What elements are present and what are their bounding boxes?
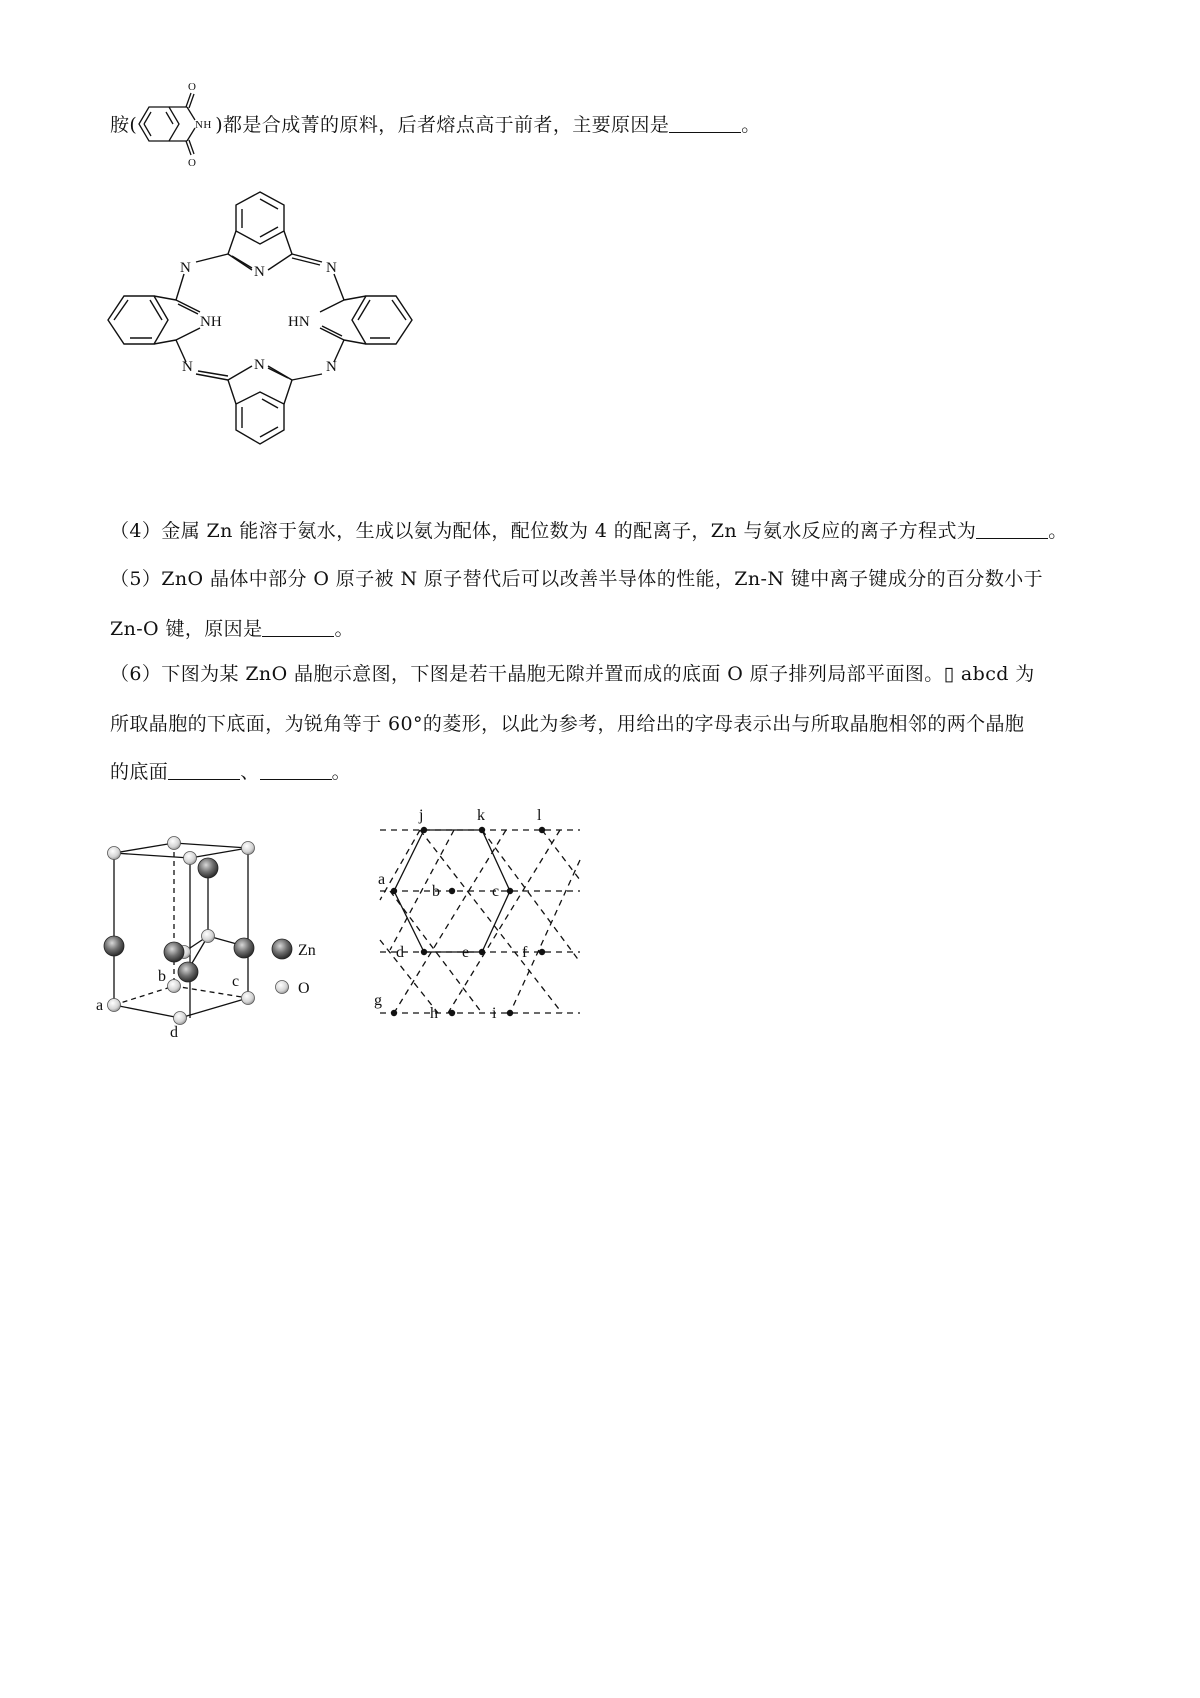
- legend-zn-label: Zn: [298, 942, 316, 959]
- q3-text: )都是合成菁的原料，后者熔点高于前者，主要原因是: [215, 114, 670, 136]
- lattice-label-h: h: [430, 1005, 438, 1022]
- pc-hn: HN: [288, 314, 310, 330]
- lattice-label-c: c: [492, 883, 500, 900]
- q5-line-1: （5）ZnO 晶体中部分 O 原子被 N 原子替代后可以改善半导体的性能，Zn-N 键中离子键成分的百分数小于: [110, 568, 1044, 590]
- q6-answer-blank-1[interactable]: [168, 761, 240, 780]
- lattice-label-e: e: [462, 944, 470, 961]
- phthalimide-nh: NH: [195, 119, 212, 131]
- q6-sep: 、: [240, 761, 260, 783]
- legend-zn-icon: [272, 939, 292, 959]
- legend-o-icon: [276, 981, 289, 994]
- q6-end: 。: [331, 761, 352, 783]
- phthalimide-o-top: O: [188, 81, 197, 93]
- q3-answer-blank[interactable]: [669, 114, 741, 133]
- lattice-label-f: f: [522, 944, 528, 961]
- q6-line-1: （6）下图为某 ZnO 晶胞示意图，下图是若干晶胞无隙并置而成的底面 O 原子排列局部平面图。▯ abcd 为: [110, 663, 1035, 685]
- pc-n-bottom-left: N: [182, 359, 193, 375]
- q6-answer-blank-2[interactable]: [260, 761, 332, 780]
- q5-answer-blank[interactable]: [262, 618, 334, 637]
- q6-line-2: 所取晶胞的下底面，为锐角等于 60°的菱形，以此为参考，用给出的字母表示出与所取晶胞相邻的两个晶胞: [110, 713, 1025, 735]
- lattice-label-k: k: [477, 807, 485, 824]
- lattice-label-b: b: [432, 883, 440, 900]
- q6-line-3: [110, 759, 351, 785]
- q5-text: Zn-O 键，原因是: [110, 618, 263, 640]
- lattice-label-j: j: [419, 807, 424, 824]
- q4-end: 。: [1048, 520, 1068, 542]
- o-lattice-plane-figure: [374, 800, 620, 1030]
- q5-end: 。: [334, 618, 354, 640]
- legend-o-label: O: [298, 980, 310, 997]
- q6-text: 的底面: [110, 761, 169, 783]
- zno-unit-cell-figure: [96, 828, 394, 1041]
- q4-answer-blank[interactable]: [976, 520, 1048, 539]
- cell-label-c: c: [232, 973, 240, 990]
- q3-tail-line: [110, 81, 761, 169]
- q5-line-2: [110, 616, 354, 642]
- q3-prefix: 胺(: [110, 114, 138, 136]
- cell-label-a: a: [96, 997, 104, 1014]
- phthalocyanine-structure: [104, 188, 416, 508]
- pc-n-bottom: N: [254, 357, 265, 373]
- lattice-label-i: i: [492, 1005, 497, 1022]
- q4-text: （4）金属 Zn 能溶于氨水，生成以氨为配体，配位数为 4 的配离子，Zn 与氨水反应的离子方程式为: [110, 520, 977, 542]
- phthalimide-o-bottom: O: [188, 157, 197, 169]
- cell-label-b: b: [158, 968, 166, 985]
- pc-n-top-left: N: [180, 260, 191, 276]
- pc-n-top-right: N: [326, 260, 337, 276]
- phthalimide-structure: [133, 81, 215, 167]
- lattice-label-a: a: [378, 871, 386, 888]
- lattice-label-g: g: [374, 992, 382, 1009]
- cell-label-d: d: [170, 1024, 178, 1041]
- lattice-label-d: d: [396, 944, 404, 961]
- pc-nh: NH: [200, 314, 222, 330]
- q4-line: [110, 518, 1068, 544]
- lattice-label-l: l: [537, 807, 542, 824]
- pc-n-top: N: [254, 264, 265, 280]
- pc-n-bottom-right: N: [326, 359, 337, 375]
- q3-end: 。: [741, 114, 761, 136]
